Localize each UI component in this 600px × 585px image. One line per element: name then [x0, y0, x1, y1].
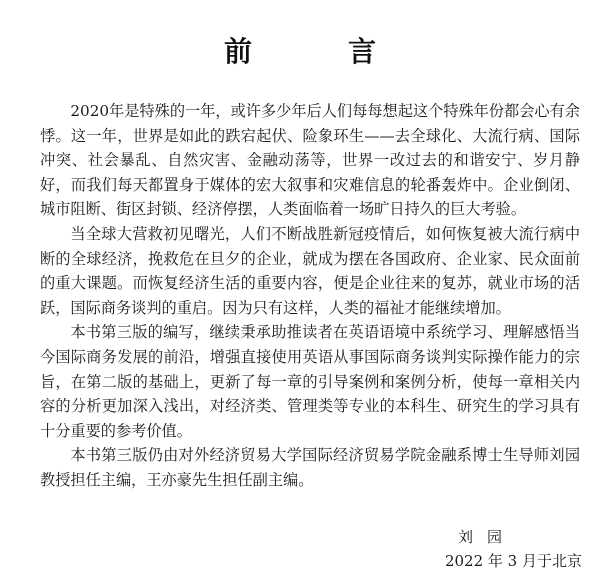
- paragraph-2: 当全球大营救初见曙光，人们不断战胜新冠疫情后，如何恢复被大流行病中断的全球经济，挽救危在旦夕的企业，就成为摆在各国政府、企业家、民众面前的重大课题。而恢复经济生活的重要内容，便是企业往来的复苏，就业市场的活跃，国际商务谈判的重启。因为只有这样，人类的福祉才能继续增加。: [40, 224, 580, 317]
- signature-block: [445, 525, 582, 573]
- paragraph-4: 本书第三版仍由对外经济贸易大学国际经济贸易学院金融系博士生导师刘园教授担任主编，王亦豪先生担任副主编。: [40, 446, 580, 489]
- paragraph-1: 2020年是特殊的一年，或许多少年后人们每每想起这个特殊年份都会心有余悸。这一年，世界是如此的跌宕起伏、险象环生——去全球化、大流行病、国际冲突、社会暴乱、自然灾害、金融动荡等，世界一改过去的和谐安宁、岁月静好，而我们每天都置身于媒体的宏大叙事和灾难信息的轮番轰炸中。企业倒闭、城市阻断、街区封锁、经济停摆，人类面临着一场旷日持久的巨大考验。: [40, 102, 580, 219]
- author-name: 刘园: [457, 528, 516, 546]
- page-title: 前 言: [223, 35, 410, 68]
- preface-body: [40, 99, 580, 493]
- paragraph-3: 本书第三版的编写，继续秉承助推读者在英语语境中系统学习、理解感悟当今国际商务发展的前沿，增强直接使用英语从事国际商务谈判实际操作能力的宗旨，在第二版的基础上，更新了每一章的引导案例和案例分析，使每一章相关内容的分析更加深入浅出，对经济类、管理类等专业的本科生、研究生的学习具有十分重要的参考价值。: [40, 323, 580, 440]
- signature-date: 2022 年 3 月于北京: [444, 552, 582, 570]
